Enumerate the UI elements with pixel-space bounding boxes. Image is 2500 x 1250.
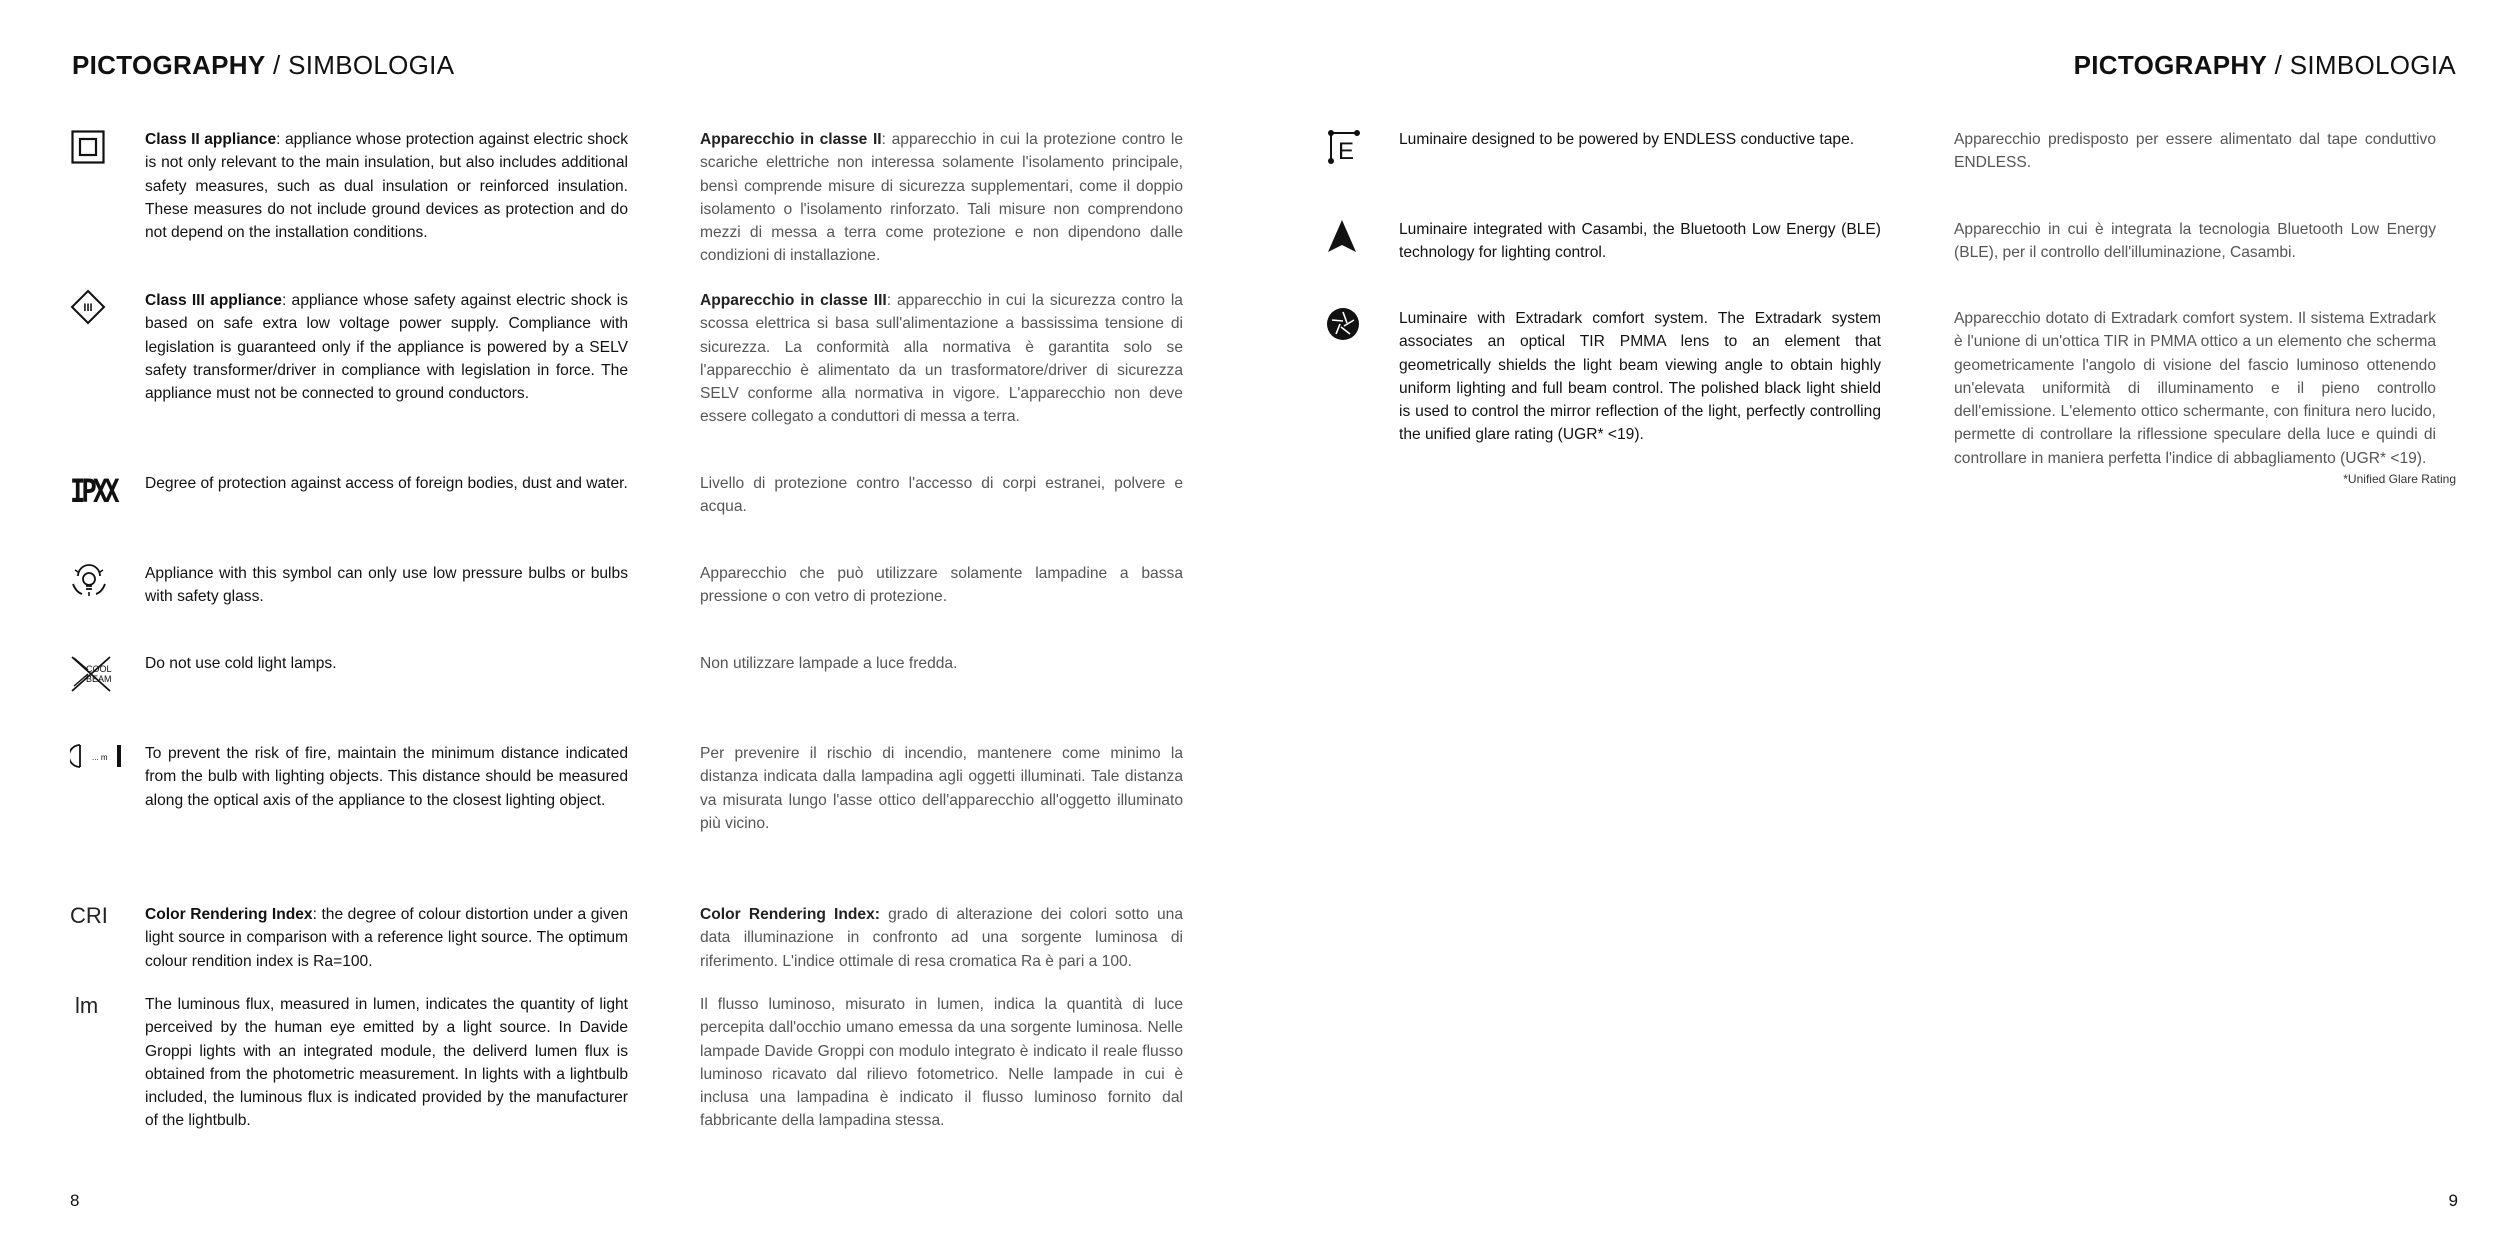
header-rest: / SIMBOLOGIA	[2267, 50, 2456, 80]
entry-text-en	[145, 128, 628, 244]
lumen-label: lm	[75, 993, 99, 1018]
header-bold: PICTOGRAPHY	[2073, 50, 2268, 80]
header-bold: PICTOGRAPHY	[72, 50, 266, 80]
cri-label: CRI	[70, 903, 108, 928]
endless-label: E	[1337, 138, 1355, 165]
entry-text-it	[700, 289, 1183, 429]
ipxx-label: IPXX	[70, 472, 116, 510]
desc-it: : apparecchio in cui la protezione contro le scariche elettriche non interessa solamente l'isolamento principale, bensì comprende misure di sicurezza supplementari, come il doppio isolamento o l'isolamento rinforzato. Tali misure non comprendono mezzi di messa a terra come protezione e non dipendono dalle condizioni di installazione.	[700, 131, 1184, 265]
entry-text-it: Il flusso luminoso, misurato in lumen, indica la quantità di luce percepita dall'occhio umano emessa da una sorgente luminosa. Nelle lampade Davide Groppi con modulo integrato è indicato il reale flusso luminoso ricavato dal rilievo fotometrico. Nelle lampade in cui è inclusa una lampadina è indicato il flusso luminoso fornito dal fabbricante della lampadina stessa.	[700, 996, 1183, 1130]
extradark-icon	[1326, 307, 1374, 355]
footnote: *Unified Glare Rating	[2343, 472, 2456, 486]
header-rest: / SIMBOLOGIA	[265, 50, 455, 80]
term-it: Apparecchio in classe III	[700, 292, 887, 309]
page-header-left	[72, 50, 454, 81]
entry-text-it: Per prevenire il rischio di incendio, mantenere come minimo la distanza indicata dalla lampadina agli oggetti illuminati. Tale distanza va misurata lungo l'asse ottico dell'apparecchio all'oggetto illuminato più vicino.	[700, 745, 1183, 832]
entry-text-en: Luminaire with Extradark comfort system. The Extradark system associates an optical TIR PMMA lens to an element that geometrically shields the light beam viewing angle to obtain highly uniform lighting and full beam control. The polished black light shield is used to control the mirror reflection of the light, perfectly controlling the unified glare rating (UGR* <19).	[1399, 310, 1881, 444]
entry-text-en: Luminaire integrated with Casambi, the Bluetooth Low Energy (BLE) technology for lighting control.	[1399, 221, 1881, 262]
page-header-right	[2074, 50, 2456, 81]
page-number-left: 8	[70, 1191, 80, 1210]
cri-icon	[70, 903, 118, 951]
term-it: Apparecchio in classe II	[700, 131, 882, 148]
entry-text-en: The luminous flux, measured in lumen, indicates the quantity of light perceived by the human eye emitted by a light source. In Davide Groppi lights with an integrated module, the deliverd lumen flux is obtained from the photometric measurement. In lights with a lightbulb included, the luminous flux is indicated provided by the manufacturer of the lightbulb.	[145, 996, 628, 1130]
class-iii-label: III	[83, 302, 93, 314]
entry-text-en: Appliance with this symbol can only use low pressure bulbs or bulbs with safety glass.	[145, 565, 628, 606]
entry-text-en	[145, 903, 628, 973]
ipxx-icon	[70, 472, 118, 520]
entry-text-en	[145, 289, 628, 405]
entry-text-it: Non utilizzare lampade a luce fredda.	[700, 655, 958, 672]
entry-text-it: Apparecchio che può utilizzare solamente lampadine a bassa pressione o con vetro di protezione.	[700, 565, 1183, 606]
entry-text-it: Livello di protezione contro l'accesso di corpi estranei, polvere e acqua.	[700, 475, 1183, 516]
desc-en: : appliance whose protection against electric shock is not only relevant to the main insulation, but also includes additional safety measures, such as dual insulation or reinforced insulation. These measures do not include ground devices as protection and do not depend on the installation conditions.	[145, 131, 628, 242]
desc-it: : apparecchio in cui la sicurezza contro la scossa elettrica si basa sull'alimentazione a bassissima tensione di sicurezza. La conformità alla normativa è garantita solo se l'apparecchio è alimentato da un trasformatore/driver di sicurezza SELV conforme alla normativa in vigore. L'apparecchio non deve essere collegato a conduttori di messa a terra.	[700, 292, 1183, 426]
term-en: Color Rendering Index	[145, 906, 313, 923]
term-it: Color Rendering Index:	[700, 906, 880, 923]
desc-en: : the degree of colour distortion under a given light source in comparison with a reference light source. The optimum colour rendition index is Ra=100.	[145, 906, 628, 970]
safety-bulb-icon	[70, 562, 118, 610]
minimum-distance-icon	[70, 742, 118, 790]
entry-text-it	[700, 903, 1183, 973]
entry-text-en: To prevent the risk of fire, maintain the minimum distance indicated from the bulb with lighting objects. This distance should be measured along the optical axis of the appliance to the closest lighting object.	[145, 745, 628, 809]
entry-text-en: Do not use cold light lamps.	[145, 655, 337, 672]
entry-text-it: Apparecchio dotato di Extradark comfort system. Il sistema Extradark è l'unione di un'ottica TIR in PMMA ottico a un elemento che scherma geometricamente l'angolo di visione del fascio luminoso ottenendo un'elevata uniformità di illuminamento e il pieno controllo dell'emissione. L'elemento ottico schermante, con finitura nero lucido, permette di controllare la riflessione speculare della luce e quindi di controllare in maniera perfetta l'indice di abbagliamento (UGR* <19).	[1954, 310, 2436, 467]
term-en: Class II appliance	[145, 131, 277, 148]
beam-label: BEAM	[86, 674, 112, 684]
entry-text-it: Apparecchio predisposto per essere alimentato dal tape conduttivo ENDLESS.	[1954, 131, 2436, 172]
desc-en: : appliance whose safety against electric shock is based on safe extra low voltage power supply. Compliance with legislation is guaranteed only if the appliance is powered by a SELV safety transformer/driver in compliance with legislation in force. The appliance must not be connected to ground conductors.	[145, 292, 628, 403]
term-en: Class III appliance	[145, 292, 282, 309]
cool-label: COOL	[86, 664, 112, 674]
endless-tape-icon	[1326, 128, 1374, 176]
entry-text-it: Apparecchio in cui è integrata la tecnologia Bluetooth Low Energy (BLE), per il controllo dell'illuminazione, Casambi.	[1954, 221, 2436, 262]
desc-it: grado di alterazione dei colori sotto una data illuminazione in confronto ad una sorgente luminosa di riferimento. L'indice ottimale di resa cromatica Ra è pari a 100.	[700, 906, 1183, 970]
class-ii-square-icon	[70, 128, 118, 176]
page-number-right: 9	[2448, 1191, 2458, 1210]
class-iii-diamond-icon	[70, 289, 118, 337]
entry-text-en: Degree of protection against access of foreign bodies, dust and water.	[145, 475, 628, 492]
no-cool-beam-icon	[70, 652, 118, 700]
right-page	[1250, 0, 2500, 1250]
lumen-icon	[70, 993, 118, 1041]
distance-label: ... m	[92, 753, 108, 762]
entry-text-en: Luminaire designed to be powered by ENDLESS conductive tape.	[1399, 131, 1855, 148]
entry-text-it	[700, 128, 1183, 268]
casambi-icon	[1326, 218, 1374, 266]
